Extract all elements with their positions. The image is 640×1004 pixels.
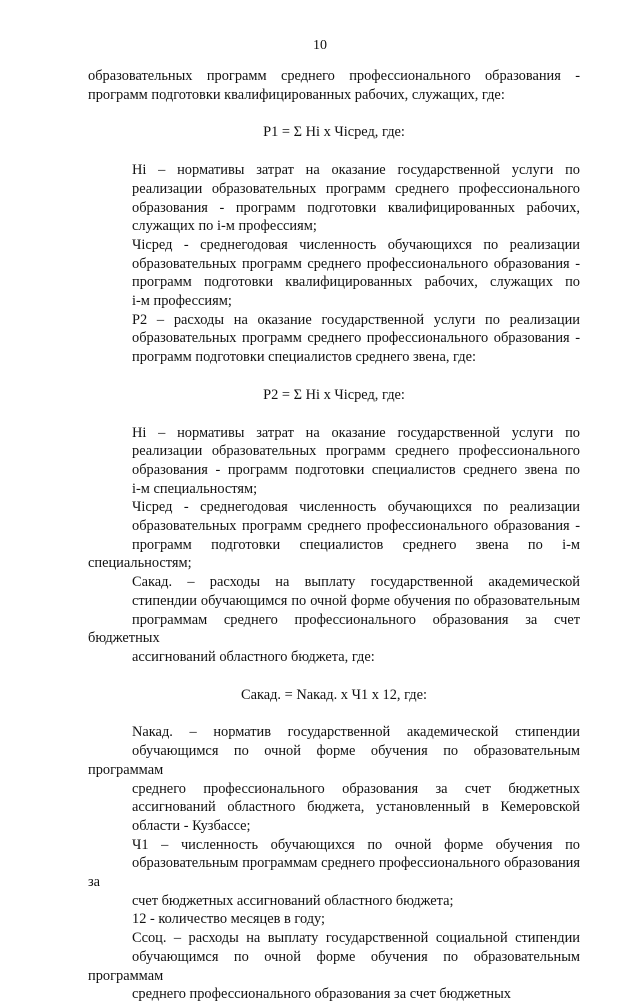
text-line: программ подготовки специалистов среднего звена по i-м специальностям; (88, 536, 580, 572)
text-line: ассигнований областного бюджета, где: (132, 648, 375, 665)
text-line: ассигнований областного бюджета, установленный в Кемеровской (132, 799, 580, 816)
text-line: Cакад. – расходы на выплату государственной академической (132, 574, 580, 591)
document-body (88, 67, 580, 1004)
text-line: i-м профессиям; (132, 293, 232, 310)
text-line: программ подготовки специалистов среднего звена, где: (132, 349, 476, 366)
text-line: Hi – нормативы затрат на оказание государственной услуги по (132, 162, 580, 179)
text-line: счет бюджетных ассигнований областного бюджета; (132, 892, 454, 909)
text-line: Hi – нормативы затрат на оказание государственной услуги по (132, 424, 580, 441)
paragraph (88, 67, 580, 104)
text-line: служащих по i-м профессиям; (132, 218, 317, 235)
text-line: программ подготовки квалифицированных рабочих, служащих, где: (88, 86, 505, 103)
text-line: образовательных программ среднего профессионального образования - (132, 255, 580, 272)
paragraph (88, 929, 580, 1004)
paragraph (88, 424, 580, 499)
text-line: образовательных программ среднего профессионального образования - (88, 68, 580, 84)
text-line: образовательным программам среднего профессионального образования за (88, 855, 580, 891)
paragraph (88, 573, 580, 667)
text-line: Чiсред - среднегодовая численность обучающихся по реализации (132, 499, 580, 516)
text-line: образования - программ подготовки квалифицированных рабочих, (132, 199, 580, 216)
paragraph (88, 723, 580, 835)
paragraph (88, 311, 580, 367)
text-line: области - Кузбассе; (132, 817, 251, 834)
formula: P2 = Σ Hi x Чiсред, где: (263, 386, 405, 403)
text-line: среднего профессионального образования за счет бюджетных (132, 986, 511, 1003)
text-line: реализации образовательных программ среднего профессионального (132, 443, 580, 460)
paragraph (88, 498, 580, 573)
text-line: Ч1 – численность обучающихся по очной форме обучения по (132, 836, 580, 853)
paragraph (88, 161, 580, 236)
text-line: образовательных программ среднего профессионального образования - (132, 518, 580, 535)
text-line: P2 – расходы на оказание государственной услуги по реализации (132, 311, 580, 328)
text-line: образовательных программ среднего профессионального образования - (132, 330, 580, 347)
text-line: программ подготовки квалифицированных рабочих, служащих по (132, 274, 580, 291)
text-line: программам среднего профессионального образования за счет бюджетных (88, 611, 580, 647)
text-line: стипендии обучающимся по очной форме обучения по образовательным (132, 592, 580, 609)
text-line: Чiсред - среднегодовая численность обучающихся по реализации (132, 236, 580, 253)
formula: Cакад. = Nакад. x Ч1 x 12, где: (240, 686, 428, 703)
text-line: i-м специальностям; (132, 480, 258, 497)
page-number: 10 (313, 38, 327, 53)
text-line: Cсоц. – расходы на выплату государственной социальной стипендии (132, 930, 580, 947)
text-line: обучающимся по очной форме обучения по образовательным программам (88, 743, 580, 778)
text-line: образования - программ подготовки специалистов среднего звена по (132, 461, 580, 478)
text-line: Nакад. – норматив государственной академической стипендии (132, 724, 580, 741)
formula: P1 = Σ Hi x Чiсред, где: (263, 124, 405, 141)
paragraph (88, 836, 580, 911)
paragraph (88, 236, 580, 311)
text-line: 12 - количество месяцев в году; (132, 911, 326, 928)
text-line: обучающимся по очной форме обучения по образовательным программам (88, 948, 580, 984)
text-line: среднего профессионального образования за счет бюджетных (132, 780, 580, 797)
paragraph (88, 910, 580, 929)
text-line: реализации образовательных программ среднего профессионального (132, 180, 580, 197)
